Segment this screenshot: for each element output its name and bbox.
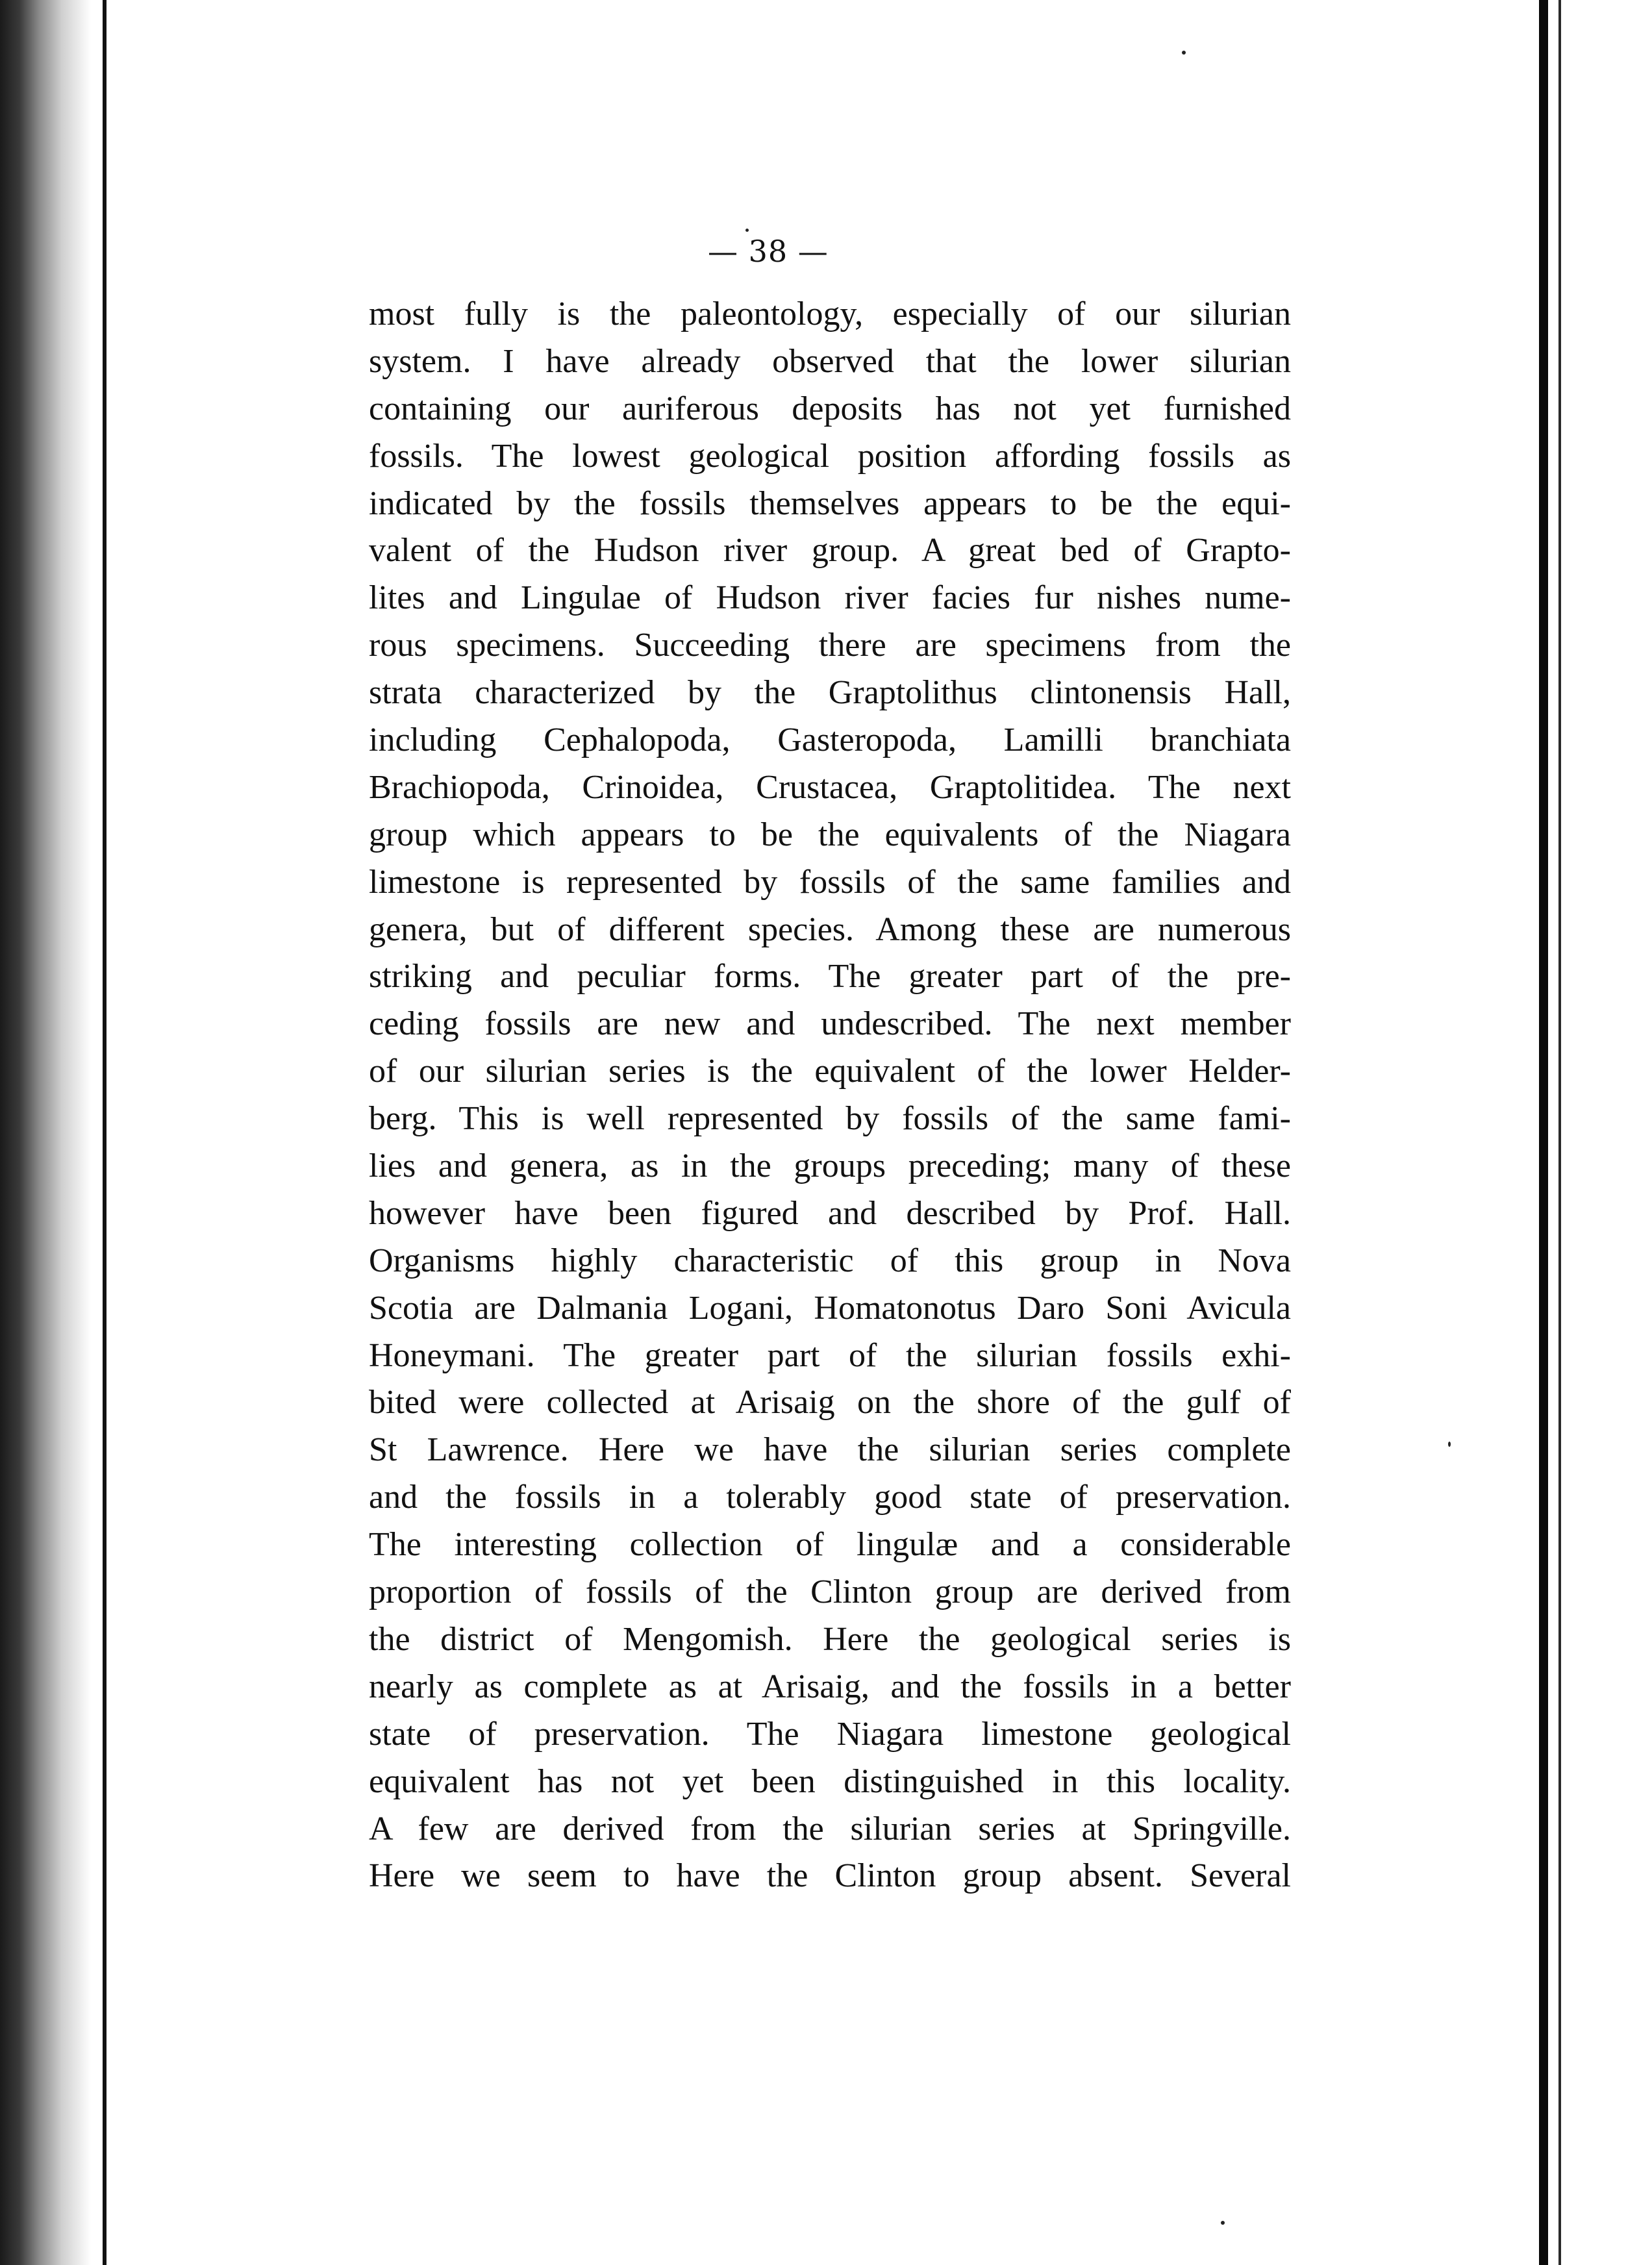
text-line: bited were collected at Arisaig on the shore of the gulf of xyxy=(369,1384,1291,1421)
text-line: however have been figured and described by Prof. Hall. xyxy=(369,1194,1291,1232)
text-line: Brachiopoda, Crinoidea, Crustacea, Graptolitidea. The next xyxy=(369,768,1291,806)
left-border-line xyxy=(103,0,106,2265)
right-border-thin-line xyxy=(1558,0,1561,2265)
text-line: state of preservation. The Niagara limestone geological xyxy=(369,1715,1291,1753)
text-line: lies and genera, as in the groups preceding; many of these xyxy=(369,1147,1291,1185)
text-line: strata characterized by the Graptolithus clintonensis Hall, xyxy=(369,674,1291,712)
text-line: lites and Lingulae of Hudson river facies fur nishes nume- xyxy=(369,579,1291,617)
text-line: Here we seem to have the Clinton group absent. Several xyxy=(369,1857,1291,1895)
text-line: Organisms highly characteristic of this group in Nova xyxy=(369,1242,1291,1279)
text-line: The interesting collection of lingulæ and a considerable xyxy=(369,1526,1291,1564)
text-line: St Lawrence. Here we have the silurian series complete xyxy=(369,1431,1291,1469)
right-border-line xyxy=(1539,0,1548,2265)
text-line: including Cephalopoda, Gasteropoda, Lamilli branchiata xyxy=(369,721,1291,759)
text-line: limestone is represented by fossils of the same families and xyxy=(369,863,1291,901)
text-line: genera, but of different species. Among these are numerous xyxy=(369,910,1291,948)
text-line: proportion of fossils of the Clinton group are derived from xyxy=(369,1573,1291,1611)
scan-speck xyxy=(1221,2221,1225,2225)
scan-speck xyxy=(1182,51,1186,55)
text-line: most fully is the paleontology, especially of our silurian xyxy=(369,295,1291,332)
text-line: indicated by the fossils themselves appears to be the equi- xyxy=(369,484,1291,522)
text-line: striking and peculiar forms. The greater part of the pre- xyxy=(369,958,1291,995)
text-line: berg. This is well represented by fossils of the same fami- xyxy=(369,1100,1291,1138)
text-line: rous specimens. Succeeding there are specimens from the xyxy=(369,627,1291,664)
text-line: and the fossils in a tolerably good state of preservation. xyxy=(369,1479,1291,1516)
text-line: fossils. The lowest geological position affording fossils as xyxy=(369,437,1291,475)
text-line: system. I have already observed that the lower silurian xyxy=(369,342,1291,380)
scan-speck xyxy=(1448,1442,1451,1447)
text-line: the district of Mengomish. Here the geological series is xyxy=(369,1620,1291,1658)
text-line: containing our auriferous deposits has not yet furnished xyxy=(369,390,1291,427)
text-line: group which appears to be the equivalents of the Niagara xyxy=(369,816,1291,853)
text-line: Honeymani. The greater part of the silurian fossils exhi- xyxy=(369,1336,1291,1374)
text-line: nearly as complete as at Arisaig, and the fossils in a better xyxy=(369,1668,1291,1705)
text-line: of our silurian series is the equivalent of the lower Helder- xyxy=(369,1053,1291,1090)
scan-speck xyxy=(745,229,749,232)
text-line: ceding fossils are new and undescribed. The next member xyxy=(369,1005,1291,1043)
page-number: — 38 — xyxy=(708,234,829,269)
binding-edge xyxy=(0,0,91,2265)
body-text xyxy=(369,291,1291,1900)
text-line: equivalent has not yet been distinguished in this locality. xyxy=(369,1762,1291,1800)
text-line: valent of the Hudson river group. A great bed of Grapto- xyxy=(369,532,1291,569)
text-line: Scotia are Dalmania Logani, Homatonotus Daro Soni Avicula xyxy=(369,1289,1291,1327)
text-line: A few are derived from the silurian series at Springville. xyxy=(369,1810,1291,1847)
